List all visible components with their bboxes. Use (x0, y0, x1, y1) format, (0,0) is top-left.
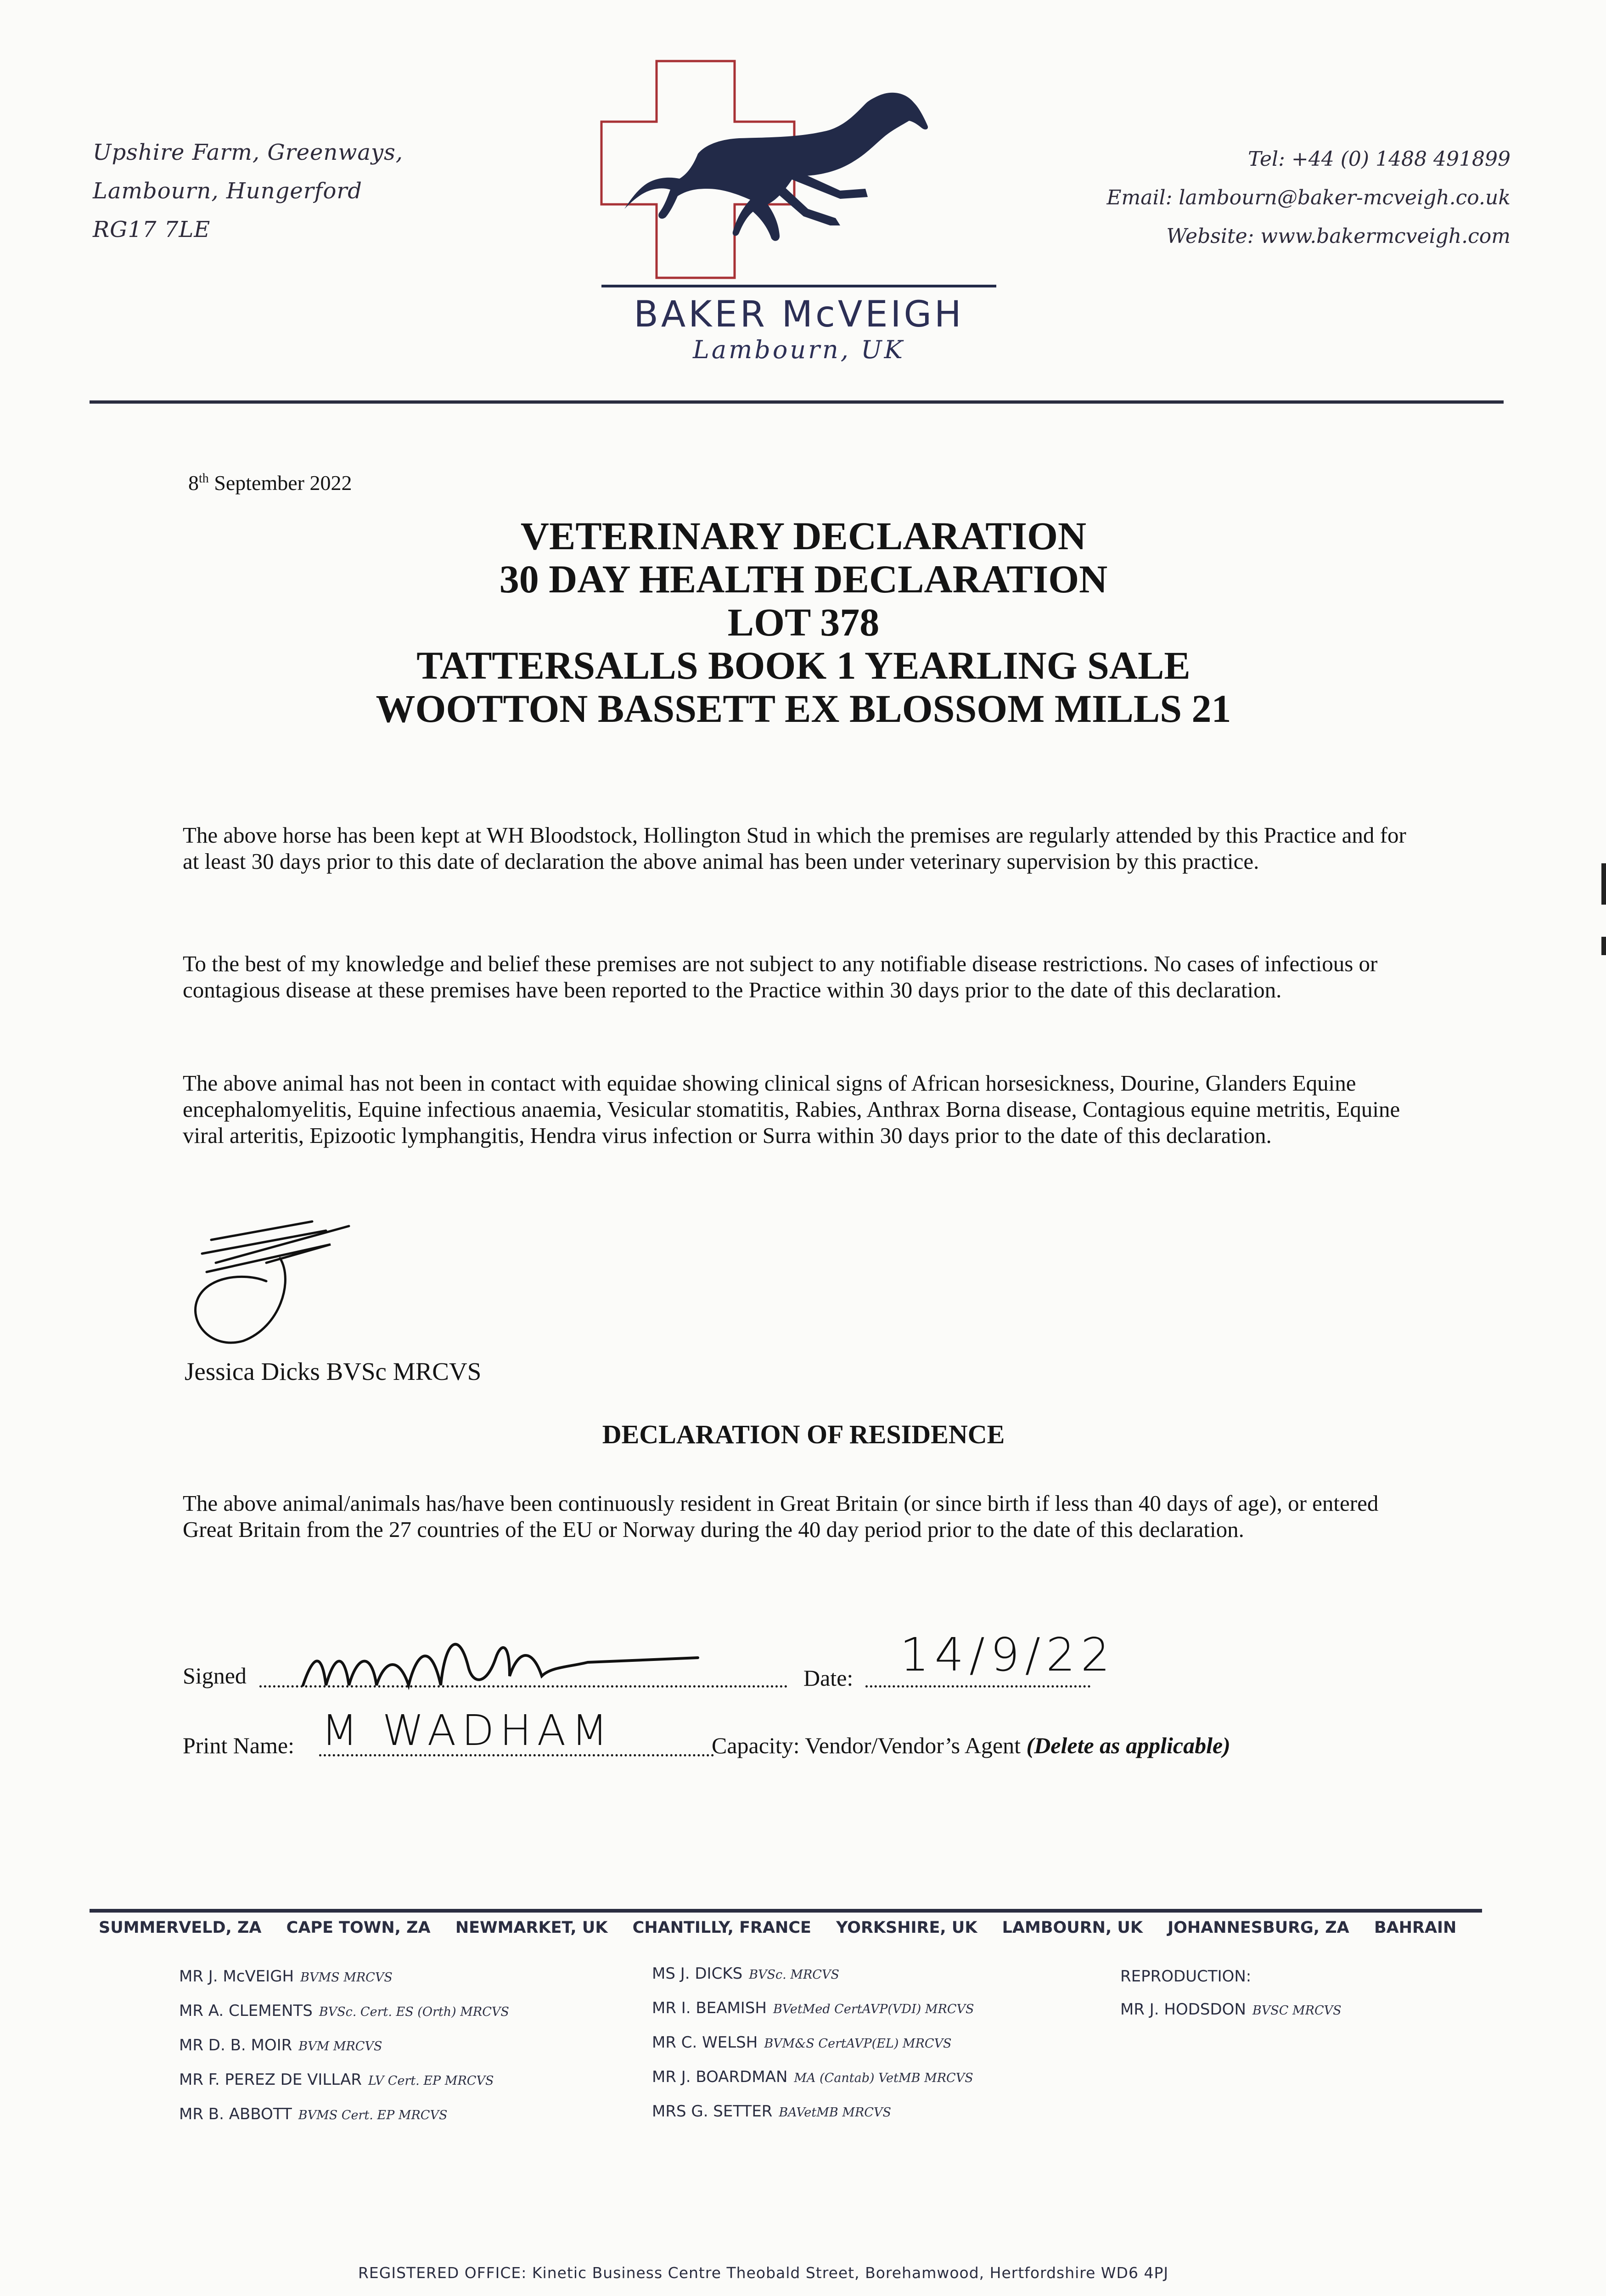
brand-name: BAKER McVEIGH (634, 294, 964, 335)
staff-row (179, 1960, 509, 1994)
staff-quals: BAVetMB MRCVS (779, 2105, 891, 2120)
staff-column-2 (652, 1957, 974, 2129)
address-line: RG17 7LE (93, 217, 211, 242)
footer-rule (90, 1909, 1482, 1913)
staff-row (652, 2060, 974, 2095)
staff-name: MR F. PEREZ DE VILLAR (179, 2071, 362, 2089)
staff-quals: LV Cert. EP MRCVS (368, 2074, 494, 2088)
scan-edge-mark (1601, 863, 1606, 905)
office-item: YORKSHIRE, UK (836, 1919, 977, 1937)
date-month-year: September 2022 (208, 471, 352, 495)
address-line: Upshire Farm, Greenways, (93, 140, 404, 165)
staff-row (179, 2098, 509, 2132)
staff-column-1 (179, 1960, 509, 2132)
staff-name: MR C. WELSH (652, 2033, 758, 2052)
logo-rule (601, 285, 996, 287)
staff-column-3 (1120, 1960, 1342, 2027)
print-name-label: Print Name: (183, 1733, 295, 1758)
date-day: 8 (188, 471, 199, 495)
staff-quals: BVMS MRCVS (300, 1970, 393, 1985)
date-suffix: th (199, 471, 209, 486)
capacity-label: Capacity: Vendor/Vendor’s Agent (712, 1733, 1021, 1758)
signed-label: Signed (183, 1663, 247, 1688)
title-line: VETERINARY DECLARATION (520, 514, 1087, 558)
reproduction-heading: REPRODUCTION: (1120, 1967, 1252, 1986)
staff-quals: BVMS Cert. EP MRCVS (298, 2108, 448, 2122)
date-value: 14/9/22 (900, 1628, 1116, 1682)
practice-address (93, 133, 403, 249)
scan-edge-mark (1601, 937, 1606, 955)
title-line: 30 DAY HEALTH DECLARATION (499, 557, 1108, 601)
horse-icon (624, 93, 928, 241)
staff-row (179, 2063, 509, 2098)
capacity-line (712, 1732, 1230, 1759)
declaration-date (188, 471, 352, 495)
office-item: CAPE TOWN, ZA (286, 1919, 431, 1937)
vendor-signature (294, 1621, 707, 1704)
staff-quals: BVSc. MRCVS (749, 1968, 839, 1982)
address-line: Lambourn, Hungerford (93, 178, 363, 204)
staff-quals: BVSC MRCVS (1252, 2003, 1342, 2018)
office-item: LAMBOURN, UK (1002, 1919, 1143, 1937)
staff-row (1120, 1993, 1342, 2027)
header-rule (90, 400, 1504, 404)
staff-name: MS J. DICKS (652, 1964, 743, 1983)
document-titles (184, 514, 1423, 730)
staff-row (652, 1957, 974, 1992)
staff-name: MR I. BEAMISH (652, 1999, 767, 2017)
staff-quals: BVM MRCVS (298, 2039, 382, 2054)
email-line: Email: lambourn@baker-mcveigh.co.uk (1106, 186, 1511, 209)
staff-row (179, 2029, 509, 2063)
staff-quals: BVetMed CertAVP(VDI) MRCVS (773, 2002, 974, 2016)
website-line: Website: www.bakermcveigh.com (1166, 225, 1511, 248)
staff-quals: MA (Cantab) VetMB MRCVS (794, 2071, 973, 2085)
print-name-value: M WADHAM (321, 1706, 613, 1755)
staff-name: MR J. BOARDMAN (652, 2068, 788, 2086)
staff-name: MRS G. SETTER (652, 2102, 773, 2121)
staff-row (179, 1994, 509, 2029)
staff-row (652, 2026, 974, 2060)
vet-signatory: Jessica Dicks BVSc MRCVS (185, 1357, 482, 1385)
office-item: SUMMERVELD, ZA (99, 1919, 262, 1937)
title-line: WOOTTON BASSETT EX BLOSSOM MILLS 21 (376, 687, 1231, 731)
title-line: LOT 378 (727, 600, 880, 644)
staff-quals: BVSc. Cert. ES (Orth) MRCVS (319, 2005, 509, 2019)
office-item: CHANTILLY, FRANCE (632, 1919, 811, 1937)
staff-row (652, 2095, 974, 2129)
office-item: JOHANNESBURG, ZA (1168, 1919, 1349, 1937)
staff-name: MR B. ABBOTT (179, 2105, 292, 2123)
title-line: TATTERSALLS BOOK 1 YEARLING SALE (416, 643, 1190, 687)
registered-office: REGISTERED OFFICE: Kinetic Business Centre Theobald Street, Borehamwood, Hertfordshire WD6 4PJ (358, 2264, 1169, 2282)
staff-name: MR J. HODSDON (1120, 2000, 1246, 2019)
disease-restrictions-paragraph: To the best of my knowledge and belief these premises are not subject to any notifiable disease restrictions. No cases of infectious or contagious disease at these premises have been reported to the Practice within 30 days prior to the date of this declaration. (183, 951, 1378, 1002)
vet-signature (174, 1212, 376, 1350)
office-locations (99, 1919, 1476, 1937)
office-item: NEWMARKET, UK (455, 1919, 608, 1937)
office-item: BAHRAIN (1374, 1919, 1457, 1937)
phone-line: Tel: +44 (0) 1488 491899 (1248, 147, 1511, 171)
staff-quals: BVM&S CertAVP(EL) MRCVS (764, 2037, 952, 2051)
contact-paragraph: The above animal has not been in contact with equidae showing clinical signs of African horsesickness, Dourine, Glanders Equine encephalomyelitis, Equine infectious anaemia, Vesicular stomatitis, Rabies, Anthrax Borna disease, Contagious equine metritis, Equine viral arteritis, Epizootic lymphangitis, Hendra virus infection or Surra within 30 days prior to the date of this declaration. (183, 1070, 1400, 1148)
brand-location: Lambourn, UK (693, 335, 905, 364)
date-label: Date: (803, 1665, 854, 1691)
residence-paragraph: The above animal/animals has/have been continuously resident in Great Britain (or since birth if less than 40 days of age), or entered Great Britain from the 27 countries of the EU or Norway during the 40 day period prior to the date of this declaration. (183, 1491, 1379, 1542)
capacity-note: (Delete as applicable) (1026, 1733, 1230, 1758)
practice-contact (914, 140, 1511, 256)
staff-name: MR D. B. MOIR (179, 2036, 292, 2054)
premises-paragraph: The above horse has been kept at WH Bloodstock, Hollington Stud in which the premises are regularly attended by this Practice and for at least 30 days prior to this date of declaration the above animal has been under veterinary supervision by this practice. (183, 822, 1406, 874)
staff-row (652, 1992, 974, 2026)
residence-heading: DECLARATION OF RESIDENCE (602, 1419, 1005, 1449)
staff-name: MR A. CLEMENTS (179, 2002, 313, 2020)
staff-name: MR J. McVEIGH (179, 1967, 294, 1986)
